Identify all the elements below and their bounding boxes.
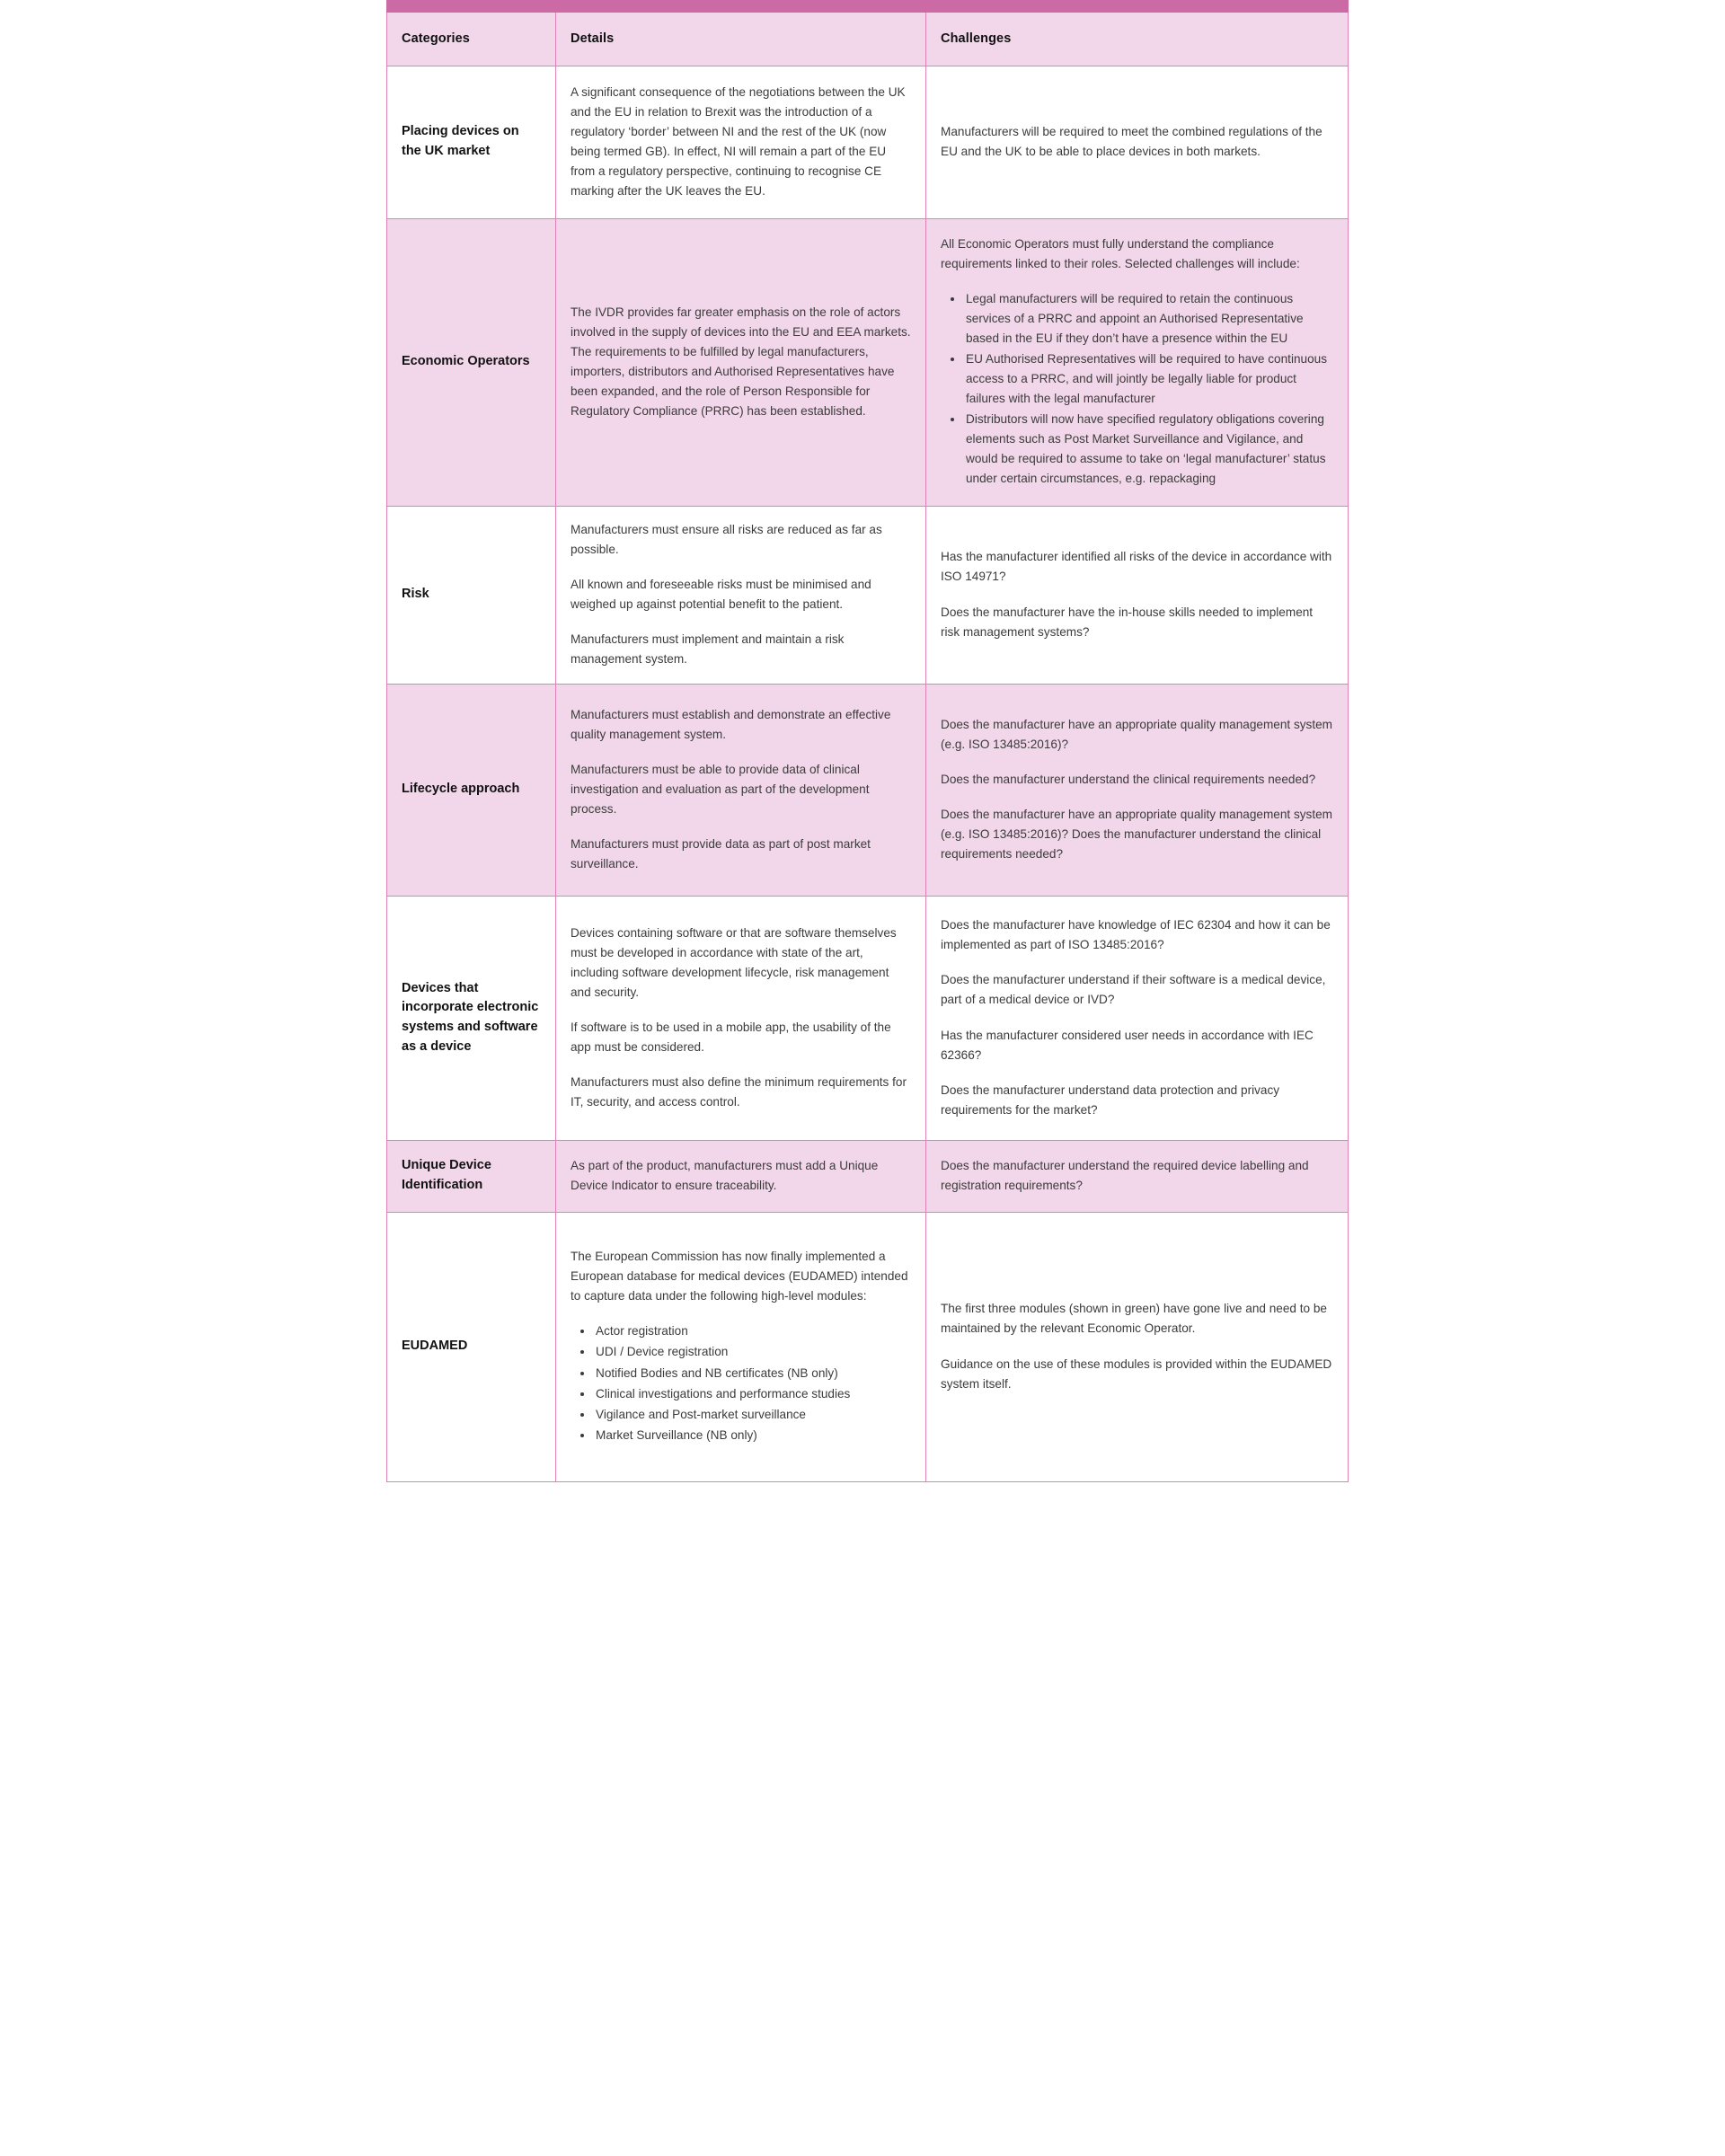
details-content bbox=[571, 1156, 911, 1196]
details-paragraph: If software is to be used in a mobile app, the usability of the app must be considered. bbox=[571, 1021, 891, 1055]
challenges-paragraph: Does the manufacturer understand if their software is a medical device, part of a medical device or IVD? bbox=[941, 973, 1326, 1007]
cell-category bbox=[387, 506, 556, 684]
challenges-content bbox=[941, 234, 1333, 489]
regulations-table-wrapper bbox=[386, 0, 1348, 1482]
details-paragraph: Manufacturers must implement and maintain a risk management system. bbox=[571, 632, 845, 667]
table-row bbox=[387, 896, 1349, 1140]
table-row bbox=[387, 506, 1349, 684]
table-row bbox=[387, 1140, 1349, 1212]
challenges-paragraph: Does the manufacturer have knowledge of IEC 62304 and how it can be implemented as part of ISO 13485:2016? bbox=[941, 918, 1331, 952]
challenges-bullet-item: • Distributors will now have specified regulatory obligations covering elements such as Post Market Surveillance and Vigilance, and would be required to assume to take on ‘legal manufacturer’ status under certain circumstances, e.g. repackaging bbox=[964, 410, 1333, 489]
cell-category bbox=[387, 684, 556, 896]
cell-details bbox=[556, 1140, 926, 1212]
challenges-paragraph: Does the manufacturer understand the clinical requirements needed? bbox=[941, 772, 1316, 786]
category-label: Devices that incorporate electronic systems and software as a device bbox=[402, 980, 539, 1054]
details-content bbox=[571, 83, 911, 201]
details-paragraph: Devices containing software or that are software themselves must be developed in accordance with state of the art, including software development lifecycle, risk management and security. bbox=[571, 925, 897, 999]
cell-details bbox=[556, 66, 926, 218]
challenges-content bbox=[941, 715, 1333, 864]
category-label: Unique Device Identification bbox=[402, 1158, 491, 1192]
cell-category bbox=[387, 896, 556, 1140]
details-bullet-item: • Clinical investigations and performance studies bbox=[594, 1384, 911, 1404]
details-bullet-item: • Actor registration bbox=[594, 1321, 911, 1341]
challenges-paragraph: Does the manufacturer have the in-house skills needed to implement risk management systems? bbox=[941, 605, 1314, 639]
details-paragraph: Manufacturers must establish and demonstrate an effective quality management system. bbox=[571, 707, 891, 741]
challenges-bullet-list bbox=[941, 289, 1333, 489]
details-bullet-item: • UDI / Device registration bbox=[594, 1342, 911, 1362]
challenges-bullet-item: • Legal manufacturers will be required to retain the continuous services of a PRRC and appoint an Authorised Representative based in the EU if they don’t have a presence within the EU bbox=[964, 289, 1333, 349]
details-paragraph: Manufacturers must also define the minimum requirements for IT, security, and access control. bbox=[571, 1075, 907, 1109]
challenges-paragraph: The first three modules (shown in green) have gone live and need to be maintained by the relevant Economic Operator. bbox=[941, 1302, 1327, 1336]
cell-challenges bbox=[926, 66, 1349, 218]
regulations-table bbox=[386, 0, 1349, 1482]
cell-details bbox=[556, 684, 926, 896]
cell-category bbox=[387, 1212, 556, 1481]
cell-challenges bbox=[926, 896, 1349, 1140]
category-label: Placing devices on the UK market bbox=[402, 124, 519, 158]
header-row bbox=[387, 6, 1349, 66]
column-header-challenges-label: Challenges bbox=[941, 31, 1012, 46]
challenges-content bbox=[941, 915, 1333, 1119]
challenges-paragraph: Has the manufacturer identified all risks of the device in accordance with ISO 14971? bbox=[941, 550, 1332, 584]
details-paragraph: Manufacturers must ensure all risks are reduced as far as possible. bbox=[571, 522, 882, 556]
column-header-details bbox=[556, 6, 926, 66]
cell-category bbox=[387, 218, 556, 506]
details-paragraph: Manufacturers must be able to provide data of clinical investigation and evaluation as part of the development process. bbox=[571, 762, 870, 816]
category-label: Economic Operators bbox=[402, 354, 530, 369]
cell-details bbox=[556, 506, 926, 684]
details-content bbox=[571, 1247, 911, 1445]
cell-challenges bbox=[926, 218, 1349, 506]
category-label: Lifecycle approach bbox=[402, 782, 520, 797]
table-row bbox=[387, 218, 1349, 506]
table-header bbox=[387, 6, 1349, 66]
challenges-content bbox=[941, 1156, 1333, 1196]
details-content bbox=[571, 520, 911, 669]
challenges-paragraph: Manufacturers will be required to meet the combined regulations of the EU and the UK to be able to place devices in both markets. bbox=[941, 124, 1322, 158]
table-row bbox=[387, 66, 1349, 218]
table-body bbox=[387, 66, 1349, 1481]
column-header-categories bbox=[387, 6, 556, 66]
challenges-content bbox=[941, 122, 1333, 162]
details-paragraph: The IVDR provides far greater emphasis on the role of actors involved in the supply of devices into the EU and EEA markets. The requirements to be fulfilled by legal manufacturers, importers, distributors and Authorised Representatives have been expanded, and the role of Person Responsible for Regulatory Compliance (PRRC) has been established. bbox=[571, 305, 911, 419]
challenges-paragraph: Does the manufacturer understand data protection and privacy requirements for the market? bbox=[941, 1082, 1280, 1117]
column-header-details-label: Details bbox=[571, 31, 615, 46]
details-bullet-item: • Market Surveillance (NB only) bbox=[594, 1426, 911, 1445]
category-label: EUDAMED bbox=[402, 1339, 468, 1354]
challenges-paragraph: Has the manufacturer considered user needs in accordance with IEC 62366? bbox=[941, 1028, 1314, 1062]
details-paragraph: A significant consequence of the negotiations between the UK and the EU in relation to Brexit was the introduction of a regulatory ‘border’ between NI and the rest of the UK (now being termed GB). In effect, NI will remain a part of the EU from a regulatory perspective, continuing to recognise CE marking after the UK leaves the EU. bbox=[571, 84, 906, 199]
details-content bbox=[571, 923, 911, 1112]
challenges-paragraph: Does the manufacturer understand the required device labelling and registration requirements? bbox=[941, 1158, 1309, 1192]
cell-details bbox=[556, 1212, 926, 1481]
cell-category bbox=[387, 1140, 556, 1212]
table-row bbox=[387, 684, 1349, 896]
challenges-paragraph: All Economic Operators must fully understand the compliance requirements linked to their roles. Selected challenges will include: bbox=[941, 236, 1300, 270]
challenges-content bbox=[941, 547, 1333, 641]
column-header-categories-label: Categories bbox=[402, 31, 470, 46]
details-paragraph: All known and foreseeable risks must be minimised and weighed up against potential benefit to the patient. bbox=[571, 577, 871, 611]
cell-category bbox=[387, 66, 556, 218]
column-header-challenges bbox=[926, 6, 1349, 66]
challenges-paragraph: Does the manufacturer have an appropriate quality management system (e.g. ISO 13485:2016)? Does the manufacturer understand the clinical requirements needed? bbox=[941, 808, 1332, 862]
challenges-paragraph: Guidance on the use of these modules is provided within the EUDAMED system itself. bbox=[941, 1356, 1332, 1391]
details-content bbox=[571, 705, 911, 874]
challenges-content bbox=[941, 1299, 1333, 1393]
cell-challenges bbox=[926, 506, 1349, 684]
challenges-bullet-item: • EU Authorised Representatives will be required to have continuous access to a PRRC, and will jointly be legally liable for product failures with the legal manufacturer bbox=[964, 349, 1333, 409]
details-content bbox=[571, 303, 911, 421]
challenges-paragraph: Does the manufacturer have an appropriate quality management system (e.g. ISO 13485:2016)? bbox=[941, 717, 1332, 751]
details-bullet-item: • Notified Bodies and NB certificates (NB only) bbox=[594, 1364, 911, 1383]
cell-details bbox=[556, 218, 926, 506]
table-row bbox=[387, 1212, 1349, 1481]
cell-challenges bbox=[926, 1212, 1349, 1481]
cell-challenges bbox=[926, 1140, 1349, 1212]
details-paragraph: Manufacturers must provide data as part of post market surveillance. bbox=[571, 837, 871, 871]
category-label: Risk bbox=[402, 587, 429, 602]
details-paragraph: The European Commission has now finally implemented a European database for medical devices (EUDAMED) intended to capture data under the following high-level modules: bbox=[571, 1250, 908, 1303]
details-paragraph: As part of the product, manufacturers must add a Unique Device Indicator to ensure traceability. bbox=[571, 1158, 879, 1192]
cell-details bbox=[556, 896, 926, 1140]
details-bullet-list bbox=[571, 1321, 911, 1445]
details-bullet-item: • Vigilance and Post-market surveillance bbox=[594, 1405, 911, 1425]
cell-challenges bbox=[926, 684, 1349, 896]
